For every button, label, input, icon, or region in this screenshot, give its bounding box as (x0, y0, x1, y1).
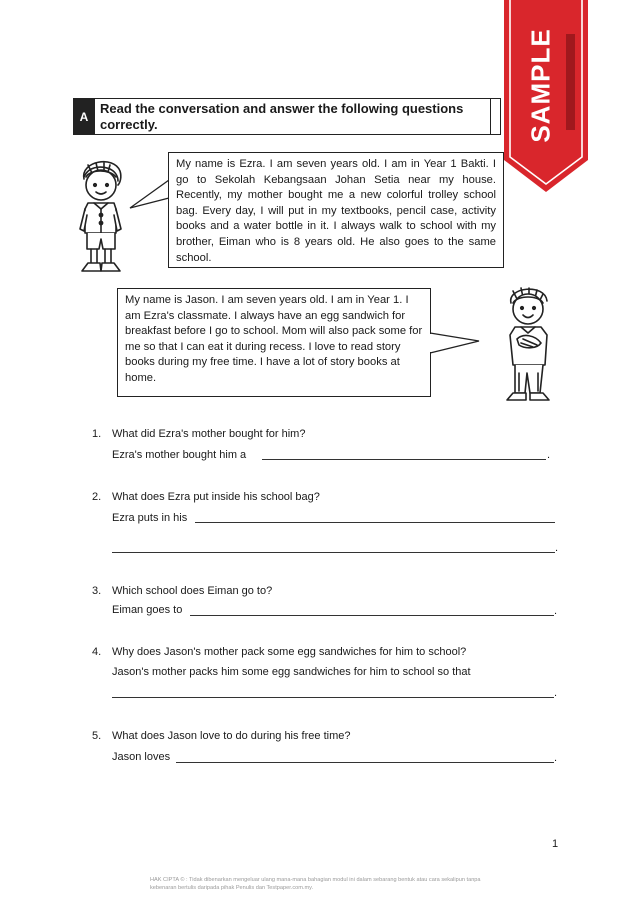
boy-jason-illustration (493, 283, 563, 405)
copyright-footer: HAK CIPTA © : Tidak dibenarkan mengeluar ulang mana-mana bahagian modul ini dalam sebarang bentuk atau cara sekalipun tanpa kebenaran bertulis daripada pihak Penulis dan Testpaper.com.my. (150, 877, 481, 891)
question-4-text: Why does Jason's mother pack some egg sandwiches for him to school? (112, 646, 467, 658)
section-title: Read the conversation and answer the following questions correctly. (100, 101, 464, 132)
question-2-answer-prompt: Ezra puts in his (112, 512, 188, 524)
bubble1-tail (128, 172, 172, 216)
question-5-end-mark: . (554, 752, 558, 764)
sample-ribbon-label: SAMPLE (525, 28, 556, 143)
question-1-end-mark: . (547, 449, 551, 461)
section-divider (490, 98, 491, 135)
question-3-text: Which school does Eiman go to? (112, 585, 273, 597)
question-1-number: 1. (92, 428, 102, 440)
question-4-number: 4. (92, 646, 102, 658)
question-5-answer-prompt: Jason loves (112, 751, 171, 763)
question-5-answer-line[interactable] (176, 762, 554, 763)
question-1-text: What did Ezra's mother bought for him? (112, 428, 306, 440)
bubble2-tail (427, 325, 483, 365)
question-3-number: 3. (92, 585, 102, 597)
question-5-text: What does Jason love to do during his free time? (112, 730, 351, 742)
jason-speech-bubble: My name is Jason. I am seven years old. I am in Year 1. I am Ezra's classmate. I always have an egg sandwich for breakfast before I go to school. Mom will also pack some for me so that I can eat it during recess. I love to read story books during my free time. I have a lot of story books at home. (117, 288, 431, 397)
question-2-answer-line-2[interactable] (112, 552, 555, 553)
question-1-answer-line[interactable] (262, 459, 546, 460)
question-3-end-mark: . (554, 605, 558, 617)
question-2-end-mark: . (555, 542, 559, 554)
boy-ezra-illustration (70, 155, 134, 280)
question-2-answer-line-1[interactable] (195, 522, 555, 523)
section-letter: A (73, 98, 95, 135)
question-4-end-mark: . (554, 687, 558, 699)
question-3-answer-prompt: Eiman goes to (112, 604, 183, 616)
question-4-answer-prompt: Jason's mother packs him some egg sandwiches for him to school so that (112, 666, 471, 678)
page-number: 1 (552, 838, 559, 850)
question-5-number: 5. (92, 730, 102, 742)
ezra-speech-bubble: My name is Ezra. I am seven years old. I am in Year 1 Bakti. I go to Sekolah Kebangsaan Johan Setia near my house. Recently, my mother bought me a new colorful trolley school bag. Every day, I will put in my textbooks, pencil case, activity books and a water bottle in it. I always walk to school with my brother, Eiman who is 8 years old. He also goes to the same school. (168, 152, 504, 268)
question-1-answer-prompt: Ezra's mother bought him a (112, 449, 247, 461)
question-2-number: 2. (92, 491, 102, 503)
question-2-text: What does Ezra put inside his school bag? (112, 491, 320, 503)
question-4-answer-line[interactable] (112, 697, 554, 698)
question-3-answer-line[interactable] (190, 615, 554, 616)
